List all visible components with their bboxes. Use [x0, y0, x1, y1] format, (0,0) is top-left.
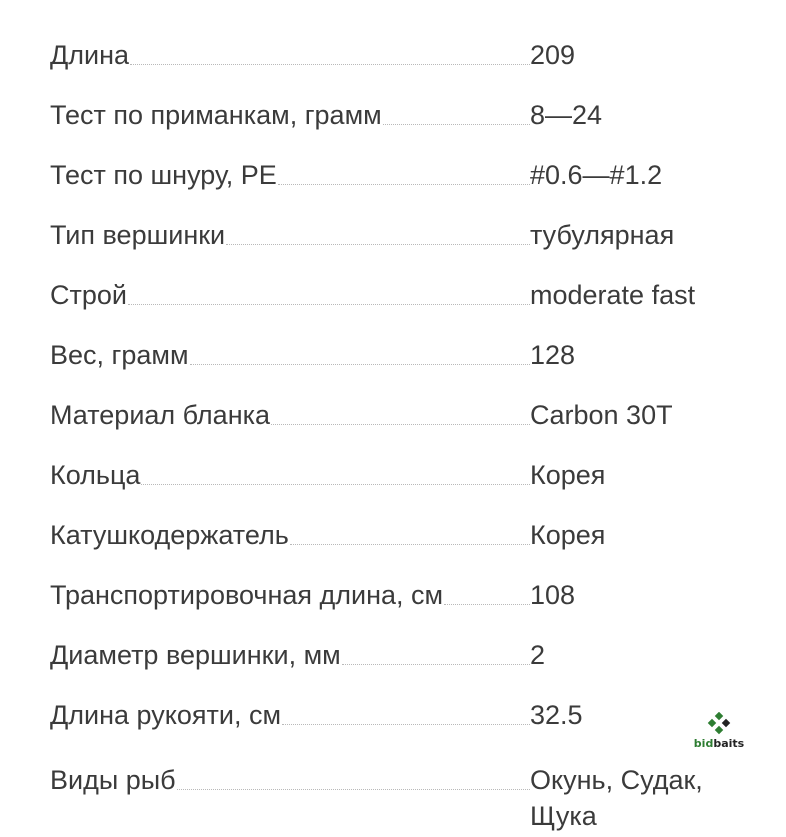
spec-row-line-test — [50, 138, 750, 198]
spec-value: 2 — [530, 640, 546, 670]
spec-label: Строй — [50, 280, 127, 310]
dotted-leader — [282, 723, 530, 725]
dotted-leader — [271, 423, 530, 425]
spec-row-lure-test — [50, 78, 750, 138]
spec-label: Тест по шнуру, PE — [50, 160, 277, 190]
spec-label: Тест по приманкам, грамм — [50, 100, 382, 130]
spec-row-handle-length — [50, 678, 750, 738]
spec-label: Длина рукояти, см — [50, 700, 282, 730]
spec-value: #0.6—#1.2 — [530, 160, 663, 190]
spec-value: 8—24 — [530, 100, 603, 130]
spec-row-length — [50, 18, 750, 78]
spec-value: 108 — [530, 580, 576, 610]
spec-label: Кольца — [50, 460, 141, 490]
bidbaits-watermark — [684, 712, 754, 762]
dotted-leader — [444, 603, 530, 605]
spec-row-fish-species — [50, 738, 750, 831]
spec-label: Катушкодержатель — [50, 520, 289, 550]
spec-value: 128 — [530, 340, 576, 370]
dotted-leader — [342, 663, 530, 665]
spec-value: 32.5 — [530, 700, 583, 730]
spec-value: Корея — [530, 520, 606, 550]
dotted-leader — [278, 183, 530, 185]
dotted-leader — [130, 63, 530, 65]
spec-value: moderate fast — [530, 280, 696, 310]
dotted-leader — [141, 483, 530, 485]
specs-table — [50, 18, 750, 831]
spec-value: Окунь, Судак, Щука — [530, 765, 703, 831]
spec-value: Корея — [530, 460, 606, 490]
spec-row-transport-length — [50, 558, 750, 618]
spec-label: Длина — [50, 40, 130, 70]
spec-row-action — [50, 258, 750, 318]
bidbaits-logo-icon — [706, 712, 732, 736]
spec-row-reel-seat — [50, 498, 750, 558]
dotted-leader — [177, 788, 530, 790]
spec-row-rings — [50, 438, 750, 498]
spec-row-blank-material — [50, 378, 750, 438]
dotted-leader — [290, 543, 530, 545]
spec-label: Материал бланка — [50, 400, 271, 430]
dotted-leader — [226, 243, 530, 245]
spec-value: Carbon 30T — [530, 400, 673, 430]
bidbaits-brand-text: bidbaits — [693, 737, 745, 750]
spec-value: тубулярная — [530, 220, 675, 250]
dotted-leader — [383, 123, 530, 125]
spec-label: Транспортировочная длина, см — [50, 580, 444, 610]
spec-label: Диаметр вершинки, мм — [50, 640, 341, 670]
spec-label: Тип вершинки — [50, 220, 226, 250]
spec-row-tip-diameter — [50, 618, 750, 678]
dotted-leader — [190, 363, 530, 365]
spec-label: Вес, грамм — [50, 340, 189, 370]
spec-value: 209 — [530, 40, 576, 70]
spec-row-weight — [50, 318, 750, 378]
spec-label: Виды рыб — [50, 765, 176, 795]
dotted-leader — [128, 303, 530, 305]
spec-row-tip-type — [50, 198, 750, 258]
